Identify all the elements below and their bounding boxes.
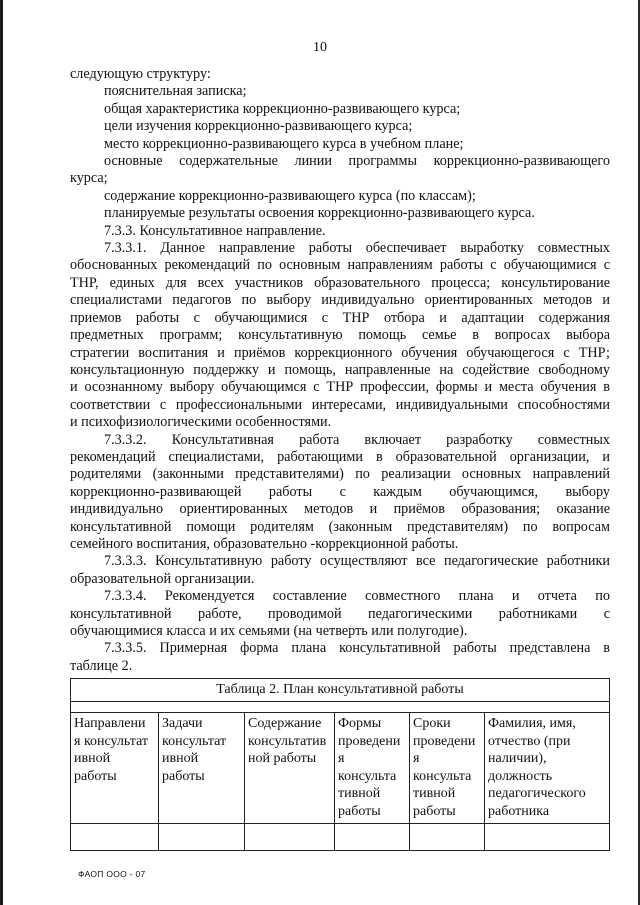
- text-line: следующую структуру:: [70, 66, 211, 82]
- text-line: консультативной помощи родителям (законным представителям) по вопросам: [70, 518, 610, 535]
- text-line: курса;: [70, 170, 108, 187]
- text-line: таблице 2.: [70, 657, 133, 674]
- text-line: консультационную поддержку и помощь, направленные на содействие свободному: [70, 361, 610, 378]
- text-line: стратегии воспитания и приёмов коррекционного обучения обучающегося с ТНР;: [70, 344, 610, 361]
- text-line: 7.3.3.2. Консультативная работа включает разработку совместных: [104, 431, 610, 448]
- text-line: рекомендаций специалистами, работающими в образовательной организации, и: [70, 448, 610, 465]
- text-line: специалистами педагогов по выбору индивидуально ориентированных методов и: [70, 292, 610, 309]
- text-line: 7.3.3.5. Примерная форма плана консультативной работы представлена в: [104, 640, 610, 657]
- text-line: образовательной организации.: [70, 570, 255, 587]
- text-line: 7.3.3.1. Данное направление работы обеспечивает выработку совместных: [104, 240, 610, 257]
- scan-border-left: [0, 0, 3, 905]
- table-spacer: [71, 702, 610, 713]
- body-text: [70, 66, 610, 675]
- text-line: консультативной работе, проводимой педагогическими работниками с: [70, 605, 610, 622]
- column-header: Направлени я консультат ивной работы: [71, 713, 159, 824]
- text-line: индивидуально ориентированных методов и приёмов образования; оказание: [70, 501, 610, 518]
- text-line: ТНР, единых для всех участников образовательного процесса; консультирование: [70, 274, 610, 291]
- text-line: обоснованных рекомендаций по основным направлениям работы с обучающимися с: [70, 257, 610, 274]
- text-line: приемов работы с обучающимися с ТНР отбора и адаптации содержания: [70, 309, 610, 326]
- table-row: [71, 823, 610, 850]
- table-cell: [245, 823, 335, 850]
- text-line: и психофизиологическими особенностями.: [70, 414, 332, 431]
- table-cell: [410, 823, 485, 850]
- text-line: цели изучения коррекционно-развивающего курса;: [104, 118, 413, 135]
- text-line: семейного воспитания, образовательно -коррекционной работы.: [70, 535, 459, 552]
- text-line: обучающимися класса и их семьями (на четверть или полугодие).: [70, 623, 468, 639]
- text-line: коррекционно-развивающей работы с каждым обучающимся, выбору: [70, 483, 610, 500]
- text-line: и осознанному выбору обучающимся с ТНР профессии, формы и места обучения в: [70, 379, 610, 396]
- text-line: планируемые результаты освоения коррекционно-развивающего курса.: [104, 205, 535, 222]
- text-line: 7.3.3.4. Рекомендуется составление совместного плана и отчета по: [104, 588, 610, 605]
- text-line: предметных программ; консультативную помощь семье в вопросах выбора: [70, 327, 610, 344]
- text-line: 7.3.3. Консультативное направление.: [104, 222, 326, 239]
- text-line: место коррекционно-развивающего курса в учебном плане;: [104, 135, 464, 152]
- column-header: Содержание консультатив ной работы: [245, 713, 335, 824]
- footer-code: ФАОП ООО - 07: [78, 869, 146, 879]
- column-header: Задачи консультат ивной работы: [159, 713, 245, 824]
- text-line: соответствии с профессиональными интересами, индивидуальными способностями: [70, 396, 610, 413]
- text-line: основные содержательные линии программы коррекционно-развивающего: [104, 153, 610, 170]
- table-cell: [335, 823, 410, 850]
- column-header: Формы проведени я консульта тивной работы: [335, 713, 410, 824]
- text-line: содержание коррекционно-развивающего курса (по классам);: [104, 187, 476, 204]
- table-caption: Таблица 2. План консультативной работы: [71, 679, 610, 702]
- consultative-work-plan-table: [70, 678, 610, 851]
- text-line: пояснительная записка;: [104, 83, 247, 100]
- table-cell: [485, 823, 610, 850]
- text-line: родителями (законными представителями) по реализации основных направлений: [70, 466, 610, 483]
- page-number: 10: [313, 40, 327, 55]
- column-header: Сроки проведени я консульта тивной работы: [410, 713, 485, 824]
- table-cell: [71, 823, 159, 850]
- text-line: 7.3.3.3. Консультативную работу осуществляют все педагогические работники: [104, 553, 610, 570]
- column-header: Фамилия, имя, отчество (при наличии), должность педагогического работника: [485, 713, 610, 824]
- table-cell: [159, 823, 245, 850]
- table-header-row: [71, 713, 610, 824]
- text-line: общая характеристика коррекционно-развивающего курса;: [104, 100, 461, 117]
